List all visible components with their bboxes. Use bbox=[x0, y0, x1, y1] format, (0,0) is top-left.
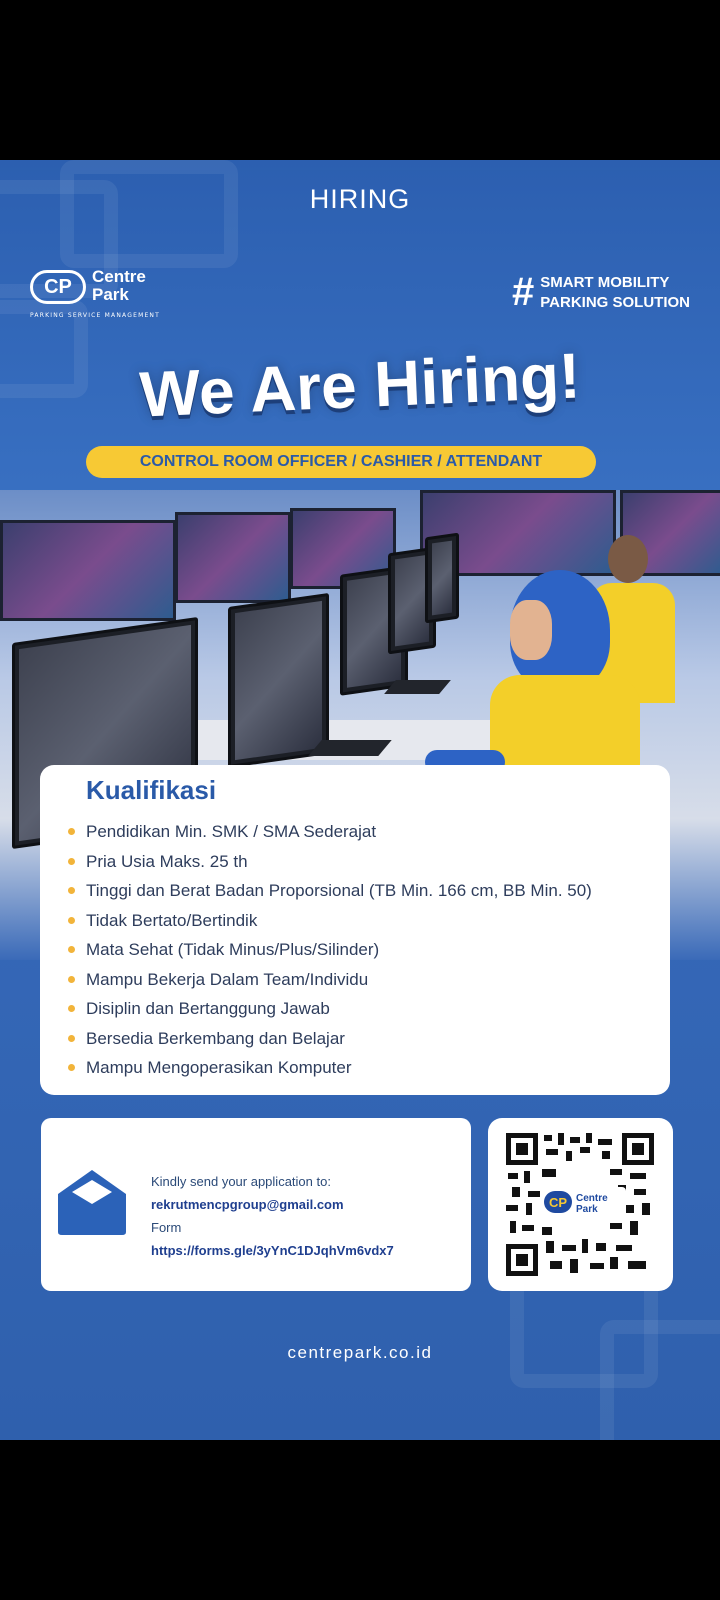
qualification-item: Pria Usia Maks. 25 th bbox=[68, 847, 592, 877]
positions-pill: CONTROL ROOM OFFICER / CASHIER / ATTENDANT bbox=[86, 446, 596, 478]
qualification-item: Bersedia Berkembang dan Belajar bbox=[68, 1024, 592, 1054]
centre-park-logo bbox=[30, 267, 160, 319]
qr-logo-line1: Centre bbox=[576, 1193, 608, 1204]
hiring-poster bbox=[0, 160, 720, 1440]
top-label: HIRING bbox=[309, 184, 411, 214]
qr-logo-line2: Park bbox=[576, 1204, 598, 1215]
tagline-line2: PARKING SOLUTION bbox=[540, 293, 690, 311]
monitor bbox=[228, 593, 329, 768]
wall-screen bbox=[175, 512, 291, 603]
form-label: Form bbox=[151, 1220, 182, 1235]
contact-intro: Kindly send your application to: bbox=[151, 1174, 331, 1189]
qualification-item: Mampu Bekerja Dalam Team/Individu bbox=[68, 965, 592, 995]
envelope-icon bbox=[54, 1168, 130, 1236]
tagline-text bbox=[540, 273, 690, 313]
qualifications-card bbox=[40, 765, 670, 1095]
qualifications-title: Kualifikasi bbox=[86, 775, 217, 805]
keyboard bbox=[308, 740, 391, 756]
qualification-item: Disiplin dan Bertanggung Jawab bbox=[68, 994, 592, 1024]
qualification-item: Tidak Bertato/Bertindik bbox=[68, 906, 592, 936]
qualification-item: Pendidikan Min. SMK / SMA Sederajat bbox=[68, 817, 592, 847]
qualification-item: Tinggi dan Berat Badan Proporsional (TB Min. 166 cm, BB Min. 50) bbox=[68, 876, 592, 906]
qualifications-list bbox=[68, 817, 592, 1083]
wall-screen bbox=[0, 520, 176, 621]
monitor bbox=[425, 533, 459, 624]
logo-mark: CP bbox=[30, 270, 86, 304]
headline: We Are Hiring! bbox=[138, 339, 582, 431]
qr-code-card[interactable] bbox=[488, 1118, 673, 1291]
qr-code bbox=[506, 1133, 654, 1276]
logo-subtitle: PARKING SERVICE MANAGEMENT bbox=[30, 312, 160, 319]
contact-text bbox=[151, 1170, 394, 1262]
website-footer[interactable]: centrepark.co.id bbox=[287, 1343, 433, 1362]
contact-card bbox=[41, 1118, 471, 1291]
qualification-item: Mata Sehat (Tidak Minus/Plus/Silinder) bbox=[68, 935, 592, 965]
logo-name-line2: Park bbox=[92, 285, 129, 304]
contact-email[interactable]: rekrutmencpgroup@gmail.com bbox=[151, 1197, 344, 1212]
logo-name bbox=[92, 268, 146, 304]
qualification-item: Mampu Mengoperasikan Komputer bbox=[68, 1053, 592, 1083]
decorative-pattern bbox=[600, 1320, 720, 1440]
form-link[interactable]: https://forms.gle/3yYnC1DJqhVm6vdx7 bbox=[151, 1243, 394, 1258]
hashtag-icon: # bbox=[512, 270, 535, 314]
qr-logo-mark: CP bbox=[548, 1195, 568, 1210]
tagline bbox=[512, 270, 690, 315]
keyboard bbox=[384, 680, 451, 694]
tagline-line1: SMART MOBILITY bbox=[540, 273, 670, 291]
logo-name-line1: Centre bbox=[92, 267, 146, 286]
